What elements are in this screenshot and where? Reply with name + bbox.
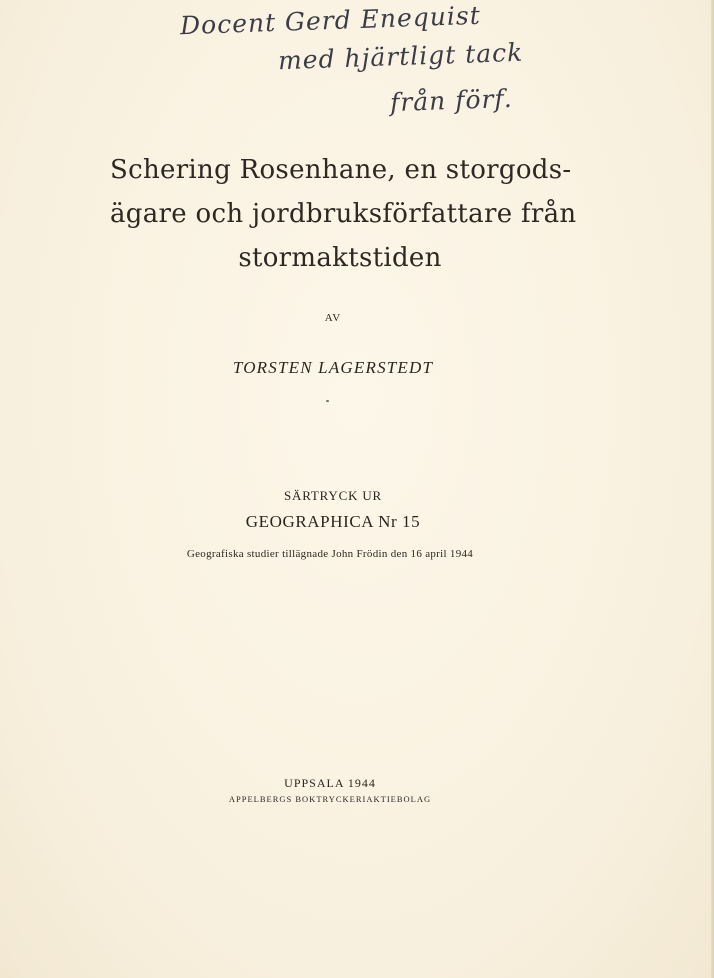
title-line-3: stormaktstiden	[238, 243, 442, 273]
publication-place: UPPSALA 1944	[284, 776, 376, 790]
printer-name: APPELBERGS BOKTRYCKERIAKTIEBOLAG	[228, 794, 432, 804]
dedication-line: Geografiska studier tillägnade John Frödin den 16 april 1944	[186, 548, 474, 560]
title-line-2: ägare och jordbruksförfattare från	[110, 199, 577, 229]
inscription-line-3: från förf.	[389, 83, 514, 118]
document-title	[110, 148, 577, 280]
by-label: AV	[324, 312, 342, 324]
title-line-1: Schering Rosenhane, en storgods-	[110, 155, 572, 185]
author-name: TORSTEN LAGERSTEDT	[232, 358, 434, 377]
paper-speck	[326, 400, 329, 402]
inscription-line-1: Docent Gerd Enequist	[179, 0, 482, 41]
reprint-label: SÄRTRYCK UR	[284, 488, 382, 503]
inscription-line-2: med hjärtligt tack	[277, 37, 524, 76]
handwritten-inscription	[150, 0, 620, 135]
journal-title: GEOGRAPHICA Nr 15	[245, 512, 421, 531]
